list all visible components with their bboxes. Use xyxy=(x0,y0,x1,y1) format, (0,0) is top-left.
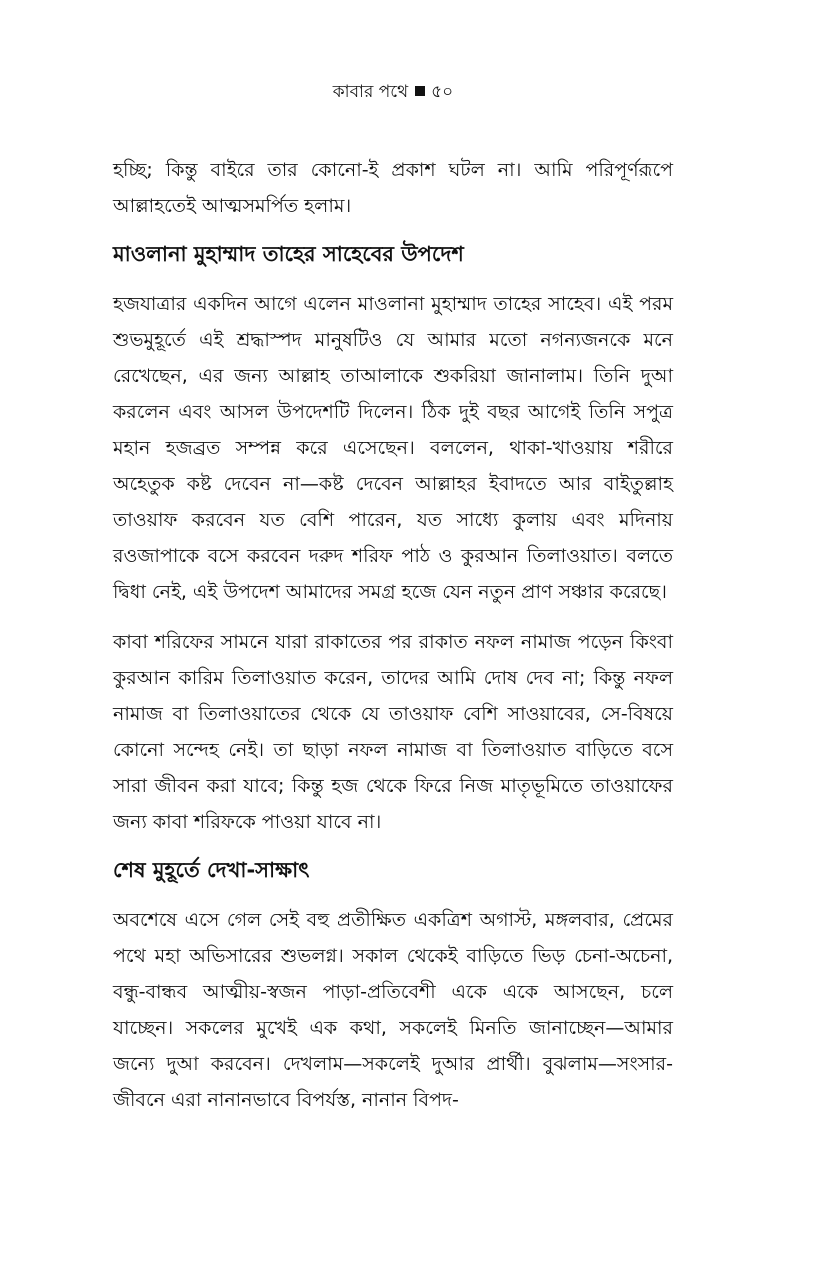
page-number: ৫০ xyxy=(431,82,454,102)
separator-square-icon xyxy=(415,86,425,96)
paragraph-farewell: অবশেষে এসে গেল সেই বহু প্রতীক্ষিত একত্রিশ অগাস্ট, মঙ্গলবার, প্রেমের পথে মহা অভিসারের শুভলগ্ন। সকাল থেকেই বাড়িতে ভিড় চেনা-অচেনা, বন্ধু-বান্ধব আত্মীয়-স্বজন পাড়া-প্রতিবেশী একে একে আসছেন, চলে যাচ্ছেন। সকলের মুখেই এক কথা, সকলেই মিনতি জানাচ্ছেন—আমার জন্যে দুআ করবেন। দেখলাম—সকলেই দুআর প্রার্থী। বুঝলাম—সংসার-জীবনে এরা নানানভাবে বিপর্যস্ত, নানান বিপদ- xyxy=(113,909,673,1111)
section-heading-farewell: শেষ মুহূর্তে দেখা-সাক্ষাৎ xyxy=(113,858,310,882)
paragraph-continued: হচ্ছি; কিন্তু বাইরে তার কোনো-ই প্রকাশ ঘটল না। আমি পরিপূর্ণরূপে আল্লাহতেই আত্মসমর্পিত হলাম। xyxy=(113,159,673,217)
page-body xyxy=(113,152,673,1132)
book-page xyxy=(113,0,673,1275)
running-title: কাবার পথে xyxy=(332,82,409,102)
section-heading-advice: মাওলানা মুহাম্মাদ তাহের সাহেবের উপদেশ xyxy=(113,242,464,266)
running-header xyxy=(113,80,673,104)
paragraph-advice: হজযাত্রার একদিন আগে এলেন মাওলানা মুহাম্মাদ তাহের সাহেব। এই পরম শুভমুহূর্তে এই শ্রদ্ধাস্পদ মানুষটিও যে আমার মতো নগন্যজনকে মনে রেখেছেন, এর জন্য আল্লাহ তাআলাকে শুকরিয়া জানালাম। তিনি দুআ করলেন এবং আসল উপদেশটি দিলেন। ঠিক দুই বছর আগেই তিনি সপুত্র মহান হজব্রত সম্পন্ন করে এসেছেন। বললেন, থাকা-খাওয়ায় শরীরে অহেতুক কষ্ট দেবেন না—কষ্ট দেবেন আল্লাহর ইবাদতে আর বাইতুল্লাহ তাওয়াফ করবেন যত বেশি পারেন, যত সাধ্যে কুলায় এবং মদিনায় রওজাপাকে বসে করবেন দরুদ শরিফ পাঠ ও কুরআন তিলাওয়াত। বলতে দ্বিধা নেই, এই উপদেশ আমাদের সমগ্র হজে যেন নতুন প্রাণ সঞ্চার করেছে। xyxy=(113,293,673,603)
paragraph-tawaf: কাবা শরিফের সামনে যারা রাকাতের পর রাকাত নফল নামাজ পড়েন কিংবা কুরআন কারিম তিলাওয়াত করেন, তাদের আমি দোষ দেব না; কিন্তু নফল নামাজ বা তিলাওয়াতের থেকে যে তাওয়াফ বেশি সাওয়াবের, সে-বিষয়ে কোনো সন্দেহ নেই। তা ছাড়া নফল নামাজ বা তিলাওয়াত বাড়িতে বসে সারা জীবন করা যাবে; কিন্তু হজ থেকে ফিরে নিজ মাতৃভূমিতে তাওয়াফের জন্য কাবা শরিফকে পাওয়া যাবে না। xyxy=(113,631,673,833)
